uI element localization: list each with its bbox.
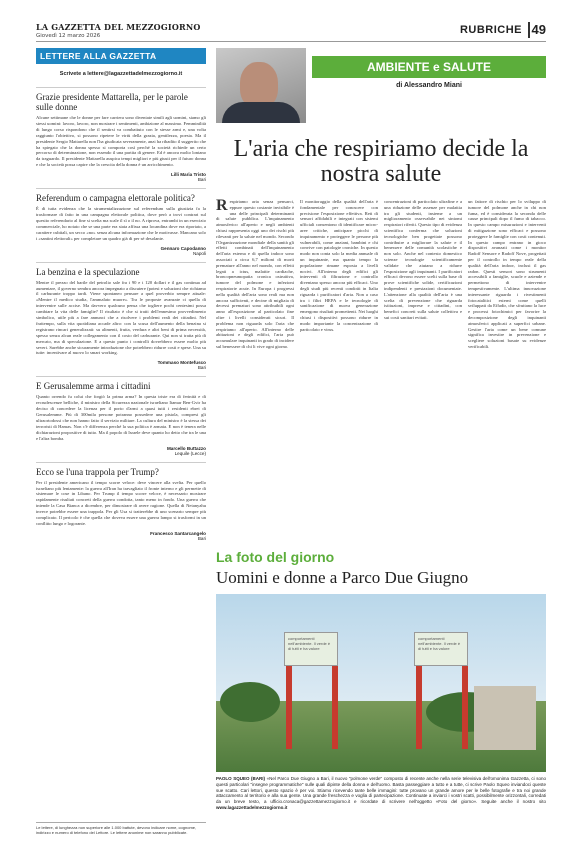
park-sign: comportamenti nell'ambiente. Il verde è di tutti e ha valore [414, 632, 468, 666]
letter-body: Alcune settimane che le donne per fare carriera sono diventate simili agli uomini, siamo gli stessi uomini: lavoro, lavoro, non mostrare i sentimenti, ambizione al massimo. Femminilità di lungo corso rispondono che il sentirsi va combattuto con le stesse armi e, una volta raggiunto l'obiettivo, si possono ripetere le virtù della grazia, gentilezza, poesia. Ma il presidente Sergio Mattarella non l'ha giudicata severamente, anzi ha ribadito il suggerito che ha spiegato che la donna spesso si comporta così perché la società richiede un certo percorso di determinazione, non essendo il una partita di genere. Ed è ancora molto lontano da traguardo. Il presidente Mattarella auspica tempi migliori e più giusti per il futuro donna e che la società possa capire che la crescita della donna è un arricchimento. [36, 115, 207, 168]
letter-location: Lequile (Lecce) [174, 450, 206, 456]
letter-location: Bari [197, 177, 206, 183]
photo-title: Uomini e donne a Parco Due Giugno [216, 568, 469, 587]
letter-body: Mentre il prezzo del barile del petrolio sale fra i 90 e i 120 dollari e il gas continua ad aumentare, il governo sembra ancora impegnato a discutere (potesi e soluzioni che richiamo il carburante troppo tardi. Viene spontaneo pensare a quel proverbio sempre attuale: «Mentre il medico studia, l'ammalato muore». Tra le proposte avanzate ci quella di intervenire sulle accise. Ma davvero qualcuno pensa che togliere pochi centesimi possa cambiare la vita delle famiglie? Il risultato è che si tratti dell'ennesimo provvedimento simbolico, utile più a fare annunci che a risolvere i problemi reali dei cittadini. Nel frattempo, sulla vita quotidiana accade altro: con la scusa dell'aumento della benzina si registrano rincari generalizzati: su alimenti, frutta, verdura e altri beni di prima necessità, spesso senza alcun reale collegamento con il costo del carburante. Qui non si tratta più di mercato, ma di speculazione. E a questo punto i controlli dovrebbero essere molto più severi. Sarebbe anche sicuramente introduzione che potrebbero ridurre costi e spese. Una su tutte: incentivare al nuovo lo smart working. [36, 279, 206, 356]
park-photo[interactable] [216, 594, 546, 772]
section-name: RUBRICHE [459, 24, 522, 36]
letters-bar: LETTERE ALLA GAZZETTA [36, 48, 206, 64]
author-photo [216, 48, 306, 123]
letter-title: La benzina e la speculazione [36, 262, 206, 277]
letter-item [36, 462, 206, 541]
letter-location: Bari [197, 365, 206, 371]
letter-signature: Lilli Maria Tristo [171, 172, 206, 178]
photo-of-the-day [216, 549, 546, 811]
caption-text: «Nel Parco Due Giugno a Bari, il nuovo "polmone verde" composto di recente anche nella serie televisiva dell'omonima Gazzetta, ci sono questi particolari "insegne programmatiche" sulle quali dipinte della donna e dell'uomo. Basta passeggiare a tutto e a tutte, ci scrive Paolo Squeo inviandoci queste sue scatto. Cari lettori, questo spazio è per voi. Stiamo ricevendo tante belle immagini: tutte provano un grande amore per le belle fotografie e tra noi grande attaccamento al territorio e alla sua gente. Una grande freschezza e voglia di partecipazione. Continuate a inviarci i vostri scatti, possibilmente orizzontali, corredati da un breve testo, a ufficio.cronaca@gazzettamezzogiorno.it e ricordate di scrivere nell'oggetto «Foto del giorno». Seguite anche il nostro sito [216, 776, 546, 805]
caption-lead: PAOLO SQUEO (BARI) [216, 776, 266, 781]
letter-item [36, 188, 206, 255]
letter-body: È di tutta evidenza che la strumentalizzazione sul referendum sulla giustizia fa la trasformare di fatto in una campagna elettorale politica, dove però a trovi contrari sul quesito referendario al fine si scelta ma scale il sì o il no. A riprova, entrambi in un esercizio commerciale, ho notato che se una parte era stata affissa una locandina dove era riportato, a carattere cubitali, un secco «no» senza alcuna informazione che le motivasse. Mancano solo i «santini elettorali» per completare un quadro già di per sé desolante. [36, 206, 206, 241]
letter-title: Referendum o campagna elettorale politica? [36, 188, 206, 203]
page-header [36, 22, 546, 42]
letter-location: Bari [197, 535, 206, 541]
letter-signature: Gennaro Capodanno [160, 245, 206, 251]
article-col-4: un fattore di rischio per lo sviluppo di tumore del polmone anche in chi non fuma, ed è considerata la seconda delle cause principali dopo il fumo di tabacco. In questo campo misurazioni e interventi di mitigazione sono efficaci e possono proteggere le famiglie con costi contenuti. In questo campo entrano in gioco dispositivi avanzati come i monitor Radoff Sensore e Radoff Nove, progettati per il controllo in tempo reale della qualità dell'aria indoor, inclusi il gas radon. Questi sensori sono strumenti accessibili a famiglie, scuole e aziende e permettono di intervenire tempestivamente. L'ultima innovazione interessante riguarda i rivestimenti fotocatalitici esterni come quelli sviluppati da Effadir, che sfruttano la luce e processi fotochimici per favorire la decomposizione degli inquinanti atmosferici applicati a superfici urbane. Gestire l'aria come un bene comune significa investire in prevenzione e scegliere soluzioni basate su evidenze verificabili. [468, 199, 546, 349]
park-sign: comportamenti nell'ambiente. Il verde è di tutti e ha valore [284, 632, 338, 666]
letters-column [36, 48, 206, 547]
article-body [216, 199, 546, 565]
author-suit [222, 102, 300, 123]
tree-shape [220, 682, 280, 722]
page-number: 49 [528, 22, 546, 38]
letter-location: Napoli [192, 250, 206, 256]
letter-item [36, 87, 206, 182]
letter-signature: Francesco Santarcangelo [150, 530, 206, 536]
letter-body: Per il presidente americano il tempo scorre veloce: deve vincere alla svelta. Per quello israeliano più lentamente: la guerra all'Iran ha travagliato il fronte interno e gli permette di sistemare le cose in Libano. Per Trump il tempo scorre veloce, è necessario mostrare rapidamente risultati concreti della guerra condotta, tanto meno in fondo. Una guerra che intende la Casa Bianca a dicembre, per dimostrare di avere ragione. Quella di Netanyahu invece potrebbe essere una trappola. Per gli Usa si tratterebbe di uno scenario sempre più complicato. Il pericolo è che quella che doveva essere una guerra lampo si trasformi in un conflitto lungo e logorante. [36, 479, 206, 526]
article-col-1 [216, 199, 294, 350]
photo-heading: La foto del giorno [216, 549, 335, 565]
article-col-3: concentrazioni di particolato ultrafine e a una riduzione delle assenze per malattia tra gli studenti, insieme a un miglioramento osservabile nei sintomi respiratori riferiti. Questo tipo di evidenza scientifica conferma che soluzioni tecnologiche ben progettate possono contribuire a migliorare la salute e il benessere delle comunità scolastiche e non solo. Anche nel contesto domestico scienze tecnologie scientificamente validate che aiutano a ridurre l'esposizione agli inquinanti. I purificatori efficaci devono essere scelti sulla base di prove scientifiche solide, certificazioni indipendenti e prestazioni documentate. L'attenzione alla qualità dell'aria è una scelta di prevenzione che riguarda istituzioni, imprese e cittadini, con benefici concreti sulla salute collettiva e sui costi sanitari evitati. [384, 199, 462, 320]
letter-title: Ecco se l'una trappola per Trump? [36, 462, 206, 477]
byline: di Alessandro Miani [396, 82, 462, 89]
letter-item [36, 376, 206, 455]
building-shape [474, 686, 536, 750]
paper-name: LA GAZZETTA DEL MEZZOGIORNO [36, 22, 201, 32]
photo-caption [216, 776, 546, 811]
column-banner [216, 48, 546, 123]
issue-date: Giovedì 12 marzo 2026 [36, 33, 101, 39]
letter-title: Grazie presidente Mattarella, per le parole sulle donne [36, 87, 206, 112]
letter-title: E Gerusalemme arma i cittadini [36, 376, 206, 391]
letters-write-to[interactable]: Scrivete a lettere@lagazzettadelmezzogiorno.it [59, 71, 183, 77]
letter-signature: Marcello Buttazzo [166, 445, 206, 451]
drop-cap: R [216, 197, 228, 214]
rubric-tag: AMBIENTE e SALUTE [312, 56, 546, 78]
article-col-2: Il monitoraggio della qualità dell'aria è fondamentale per conoscere con precisione l'esposizione effettiva. Reti di sensori affidabili e integrati con sistemi ufficiali consentono di identificare micro-aree critiche, anticipare picchi di inquinamento e proteggere le persone più vulnerabili, come anziani, bambini e chi convive con patologie croniche. In questo modo non conta solo la media annuale di un inquinante, ma quanto tempo la popolazione rimane esposta a livelli nocivi. All'interno degli edifici gli interventi di filtrazione e controllo diventano spesso ancora più efficaci. Uno degli studi più recenti condotti in Italia riguarda i purificatori d'aria. Non a caso tra i filtri HEPA e le tecnologie di sanificazione di nuova generazione emergono risultati promettenti. Nei luoghi chiusi i dispositivi possono ridurre in modo importante la concentrazione di particolato e virus. [300, 199, 378, 332]
article-text: espiriamo aria senza pensarci, eppure questo costante invisibile è una delle principali determinanti di salute pubblica. L'inquinamento atmosferico all'aperto e negli ambienti chiusi rappresenta oggi uno dei rischi più rilevanti per la salute nel mondo. Secondo l'Organizzazione mondiale della sanità gli effetti combinati dell'inquinamento dell'aria esterna e di quella indoor sono associati a circa 6,7 milioni di morti premature all'anno nel mondo, con effetti legati a ictus, malattie cardiache, broncopneumopatia cronica ostruttiva, tumore del polmone e infezioni respiratorie acute. In Europa i progressi nella qualità dell'aria sono reali ma non ancora sufficienti, e decine di migliaia di decessi prematuri sono attribuibili ogni anno all'esposizione al particolato fine oltre i livelli considerati sicuri. Il problema non riguarda solo l'aria che respiriamo all'aperto. All'interno delle abitazioni e degli edifici, l'aria può accumulare inquinanti in grado di incidere sul benessere di chi li vive ogni giorno. [216, 199, 294, 349]
letters-footer-note: Le lettere, di lunghezza non superiore alle 1.000 battute, devono indicare nome, cognome, indirizzo e numero di telefono del Lettore. Le lettere anonime non saranno pubblicate. [36, 822, 206, 835]
column-article [216, 48, 546, 565]
caption-site[interactable]: www.lagazzettadelmezzogiorno.it [216, 804, 288, 810]
article-title: L'aria che respiriamo decide la nostra salute [233, 136, 529, 187]
letter-signature: Tommaso Montefusco [157, 360, 206, 366]
letter-item [36, 262, 206, 371]
letter-body: Quanto orrendo fu colui che forgiò la prima arma? In questa triste era di ferinità e di recrudescenze belliche, il ministro della Sicurezza nazionale israeliano Itamar Ben-Gvir ha deciso di concedere la licenza per il porto d'armi a quasi tutti i residenti ebrei di Gerusalemme. Più di 300mila persone potranno possedere una pistola, compresi gli ultraortodossi che non hanno fatto il servizio militare. La cultura del ministro è la stessa dei terroristi di Hamas. Non c'è differenza perché la sua politica è armata. E non è tenera nelle dichiarazioni propositive di tutto. Ma il popolo di Israele deve quanto ho detto che tra le una e l'altra bomba. [36, 394, 206, 441]
